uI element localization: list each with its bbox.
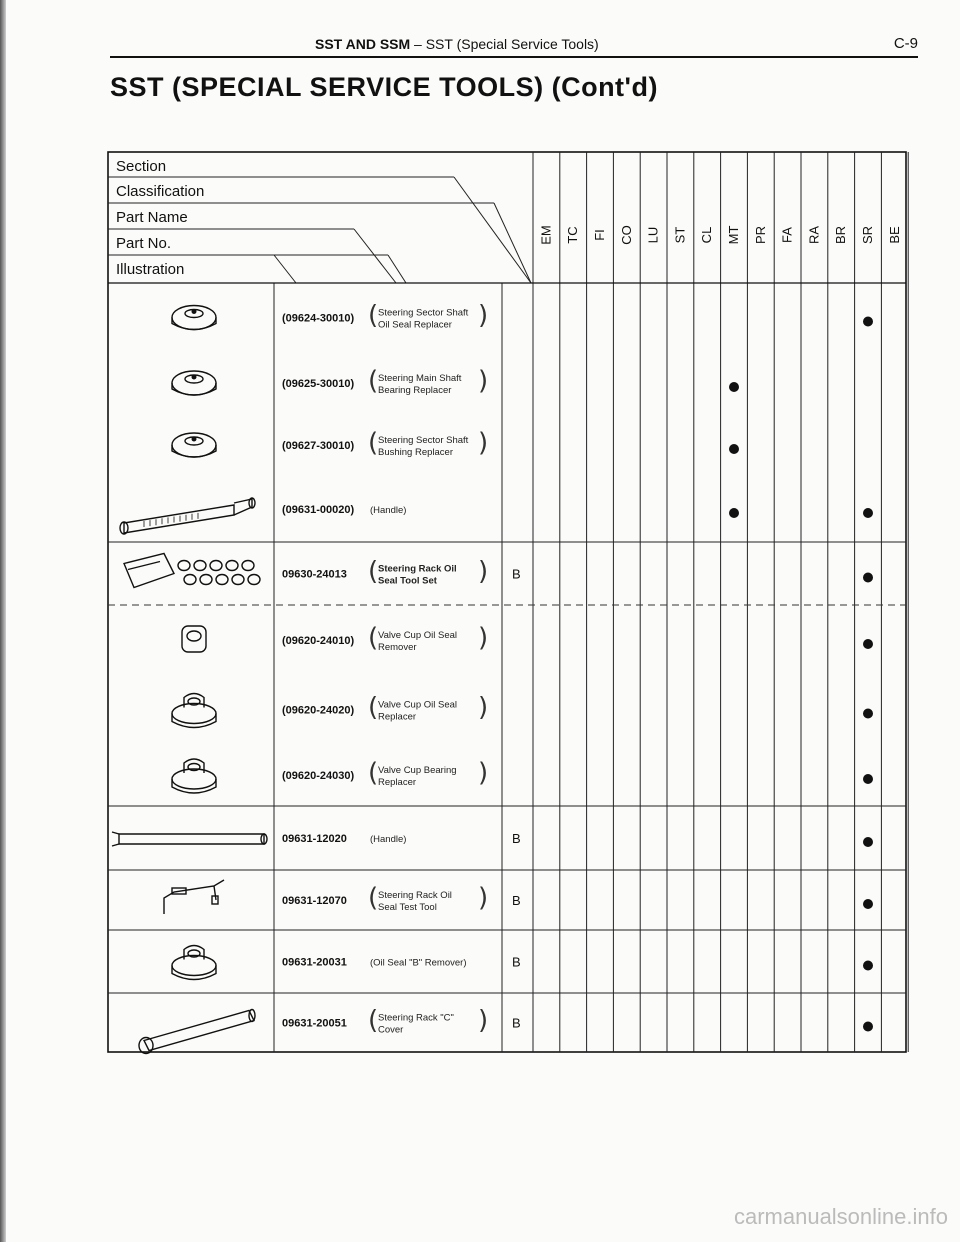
- header-diagonal: [274, 255, 296, 283]
- column-header-fa: FA: [779, 227, 795, 243]
- classification: B: [512, 1015, 521, 1031]
- part-name-line: Steering Sector Shaft: [378, 435, 469, 446]
- running-title-bold: SST AND SSM: [315, 36, 411, 52]
- classification: B: [512, 831, 521, 846]
- column-header-fi: FI: [592, 229, 607, 241]
- table-row: [172, 366, 739, 396]
- part-name-line: Remover: [378, 642, 417, 653]
- header-label-part-no-: Part No.: [116, 235, 172, 252]
- application-dot-sr: [863, 837, 873, 847]
- table-row: [172, 301, 873, 331]
- column-header-sr: SR: [860, 225, 875, 245]
- table-row: [108, 498, 906, 542]
- part-number: 09631-20051: [282, 1017, 347, 1030]
- seal-b-remover-icon: [172, 946, 216, 980]
- application-dot-sr: [863, 774, 873, 784]
- paren-right: ): [478, 883, 489, 913]
- header-diagonal: [454, 177, 531, 283]
- part-name-line: Cover: [378, 1024, 404, 1036]
- test-tool-icon: [164, 880, 224, 914]
- paren-left: (: [368, 366, 379, 396]
- bushing-replacer-icon: [172, 433, 216, 457]
- header-label-section: Section: [116, 158, 167, 175]
- table-row: [108, 758, 906, 806]
- valve-cup-replacer-icon: [172, 694, 216, 728]
- header-label-illustration: Illustration: [116, 261, 185, 278]
- running-title-rest: – SST (Special Service Tools): [414, 36, 599, 52]
- long-handle-icon: [112, 832, 267, 846]
- header-label-classification: Classification: [116, 183, 205, 200]
- table-header: [108, 158, 906, 283]
- page-title: SST (SPECIAL SERVICE TOOLS) (Cont'd): [110, 72, 658, 102]
- column-header-em: EM: [538, 225, 554, 245]
- table-row: [108, 554, 906, 606]
- table-frame: [108, 152, 906, 1052]
- paren-right: ): [478, 556, 489, 587]
- part-name-line: Oil Seal Replacer: [378, 319, 452, 331]
- table-body: [108, 301, 906, 1054]
- part-number: 09631-12070: [282, 895, 347, 907]
- column-header-cl: CL: [699, 226, 715, 244]
- paren-left: (: [368, 428, 379, 458]
- part-number: (09620-24020): [282, 704, 355, 717]
- running-title: [315, 36, 599, 52]
- watermark: carmanualsonline.info: [733, 1204, 948, 1229]
- paren-right: ): [478, 758, 489, 788]
- table-row: [172, 428, 739, 458]
- page-binding-shadow: [0, 0, 6, 1242]
- paren-left: (: [368, 623, 379, 653]
- paren-left: (: [368, 692, 379, 723]
- application-dot-sr: [863, 317, 873, 327]
- part-number: (09631-00020): [282, 504, 355, 516]
- classification: B: [512, 954, 521, 970]
- seal-replacer-icon: [172, 306, 216, 330]
- part-number: 09630-24013: [282, 568, 347, 581]
- table-row: [139, 1006, 873, 1054]
- header-diagonal: [388, 255, 406, 283]
- application-dot-sr: [863, 961, 873, 971]
- application-dot-sr: [863, 639, 873, 649]
- table-grid: [108, 152, 908, 1052]
- paren-left: (: [368, 883, 379, 913]
- tool-set-icon: [124, 554, 260, 588]
- application-dot-sr: [863, 573, 873, 583]
- column-header-st: ST: [672, 226, 688, 244]
- paren-right: ): [478, 428, 489, 458]
- application-dot-mt: [729, 382, 739, 392]
- part-number: (09627-30010): [282, 440, 355, 452]
- part-number: (09620-24010): [282, 635, 355, 647]
- column-header-be: BE: [886, 226, 902, 244]
- column-header-pr: PR: [752, 225, 768, 245]
- classification: B: [512, 566, 521, 582]
- application-dot-sr: [863, 508, 873, 518]
- part-name-line: Valve Cup Oil Seal: [378, 699, 458, 711]
- part-name-line: Valve Cup Oil Seal: [378, 630, 458, 641]
- part-name-line: Replacer: [378, 777, 417, 788]
- classification: B: [512, 893, 521, 908]
- page-number: C-9: [893, 35, 918, 52]
- part-name-line: Steering Main Shaft: [378, 373, 462, 384]
- paren-right: ): [478, 366, 489, 396]
- part-name-line: Steering Rack Oil: [378, 890, 452, 901]
- paren-left: (: [368, 300, 379, 331]
- part-number: (09624-30010): [282, 312, 355, 325]
- application-dot-sr: [863, 1022, 873, 1032]
- column-header-co: CO: [618, 225, 634, 245]
- sst-table: [106, 150, 926, 1090]
- part-name-line: Steering Rack Oil: [378, 563, 457, 575]
- part-name: (Oil Seal "B" Remover): [370, 957, 467, 969]
- column-header-mt: MT: [726, 225, 741, 245]
- rack-cover-icon: [139, 1010, 255, 1054]
- part-name-line: Bearing Replacer: [378, 385, 452, 396]
- part-number: (09625-30010): [282, 378, 355, 390]
- paren-left: (: [368, 758, 379, 788]
- part-name-line: Seal Tool Set: [378, 575, 437, 587]
- handle-icon: [120, 498, 255, 534]
- part-number: (09620-24030): [282, 770, 355, 782]
- paren-left: (: [368, 556, 379, 587]
- application-dot-sr: [863, 709, 873, 719]
- part-name-line: Replacer: [378, 711, 417, 723]
- column-header-ra: RA: [806, 225, 822, 245]
- paren-right: ): [478, 300, 489, 331]
- part-number: 09631-12020: [282, 833, 347, 845]
- column-header-lu: LU: [645, 226, 661, 244]
- part-name-line: Seal Test Tool: [378, 902, 437, 913]
- bearing-replacer-icon: [172, 371, 216, 395]
- table-row: [182, 623, 873, 653]
- table-row: [108, 831, 906, 870]
- header-diagonal: [494, 203, 531, 283]
- table-row: [172, 693, 873, 728]
- seal-remover-icon: [182, 626, 206, 652]
- part-name: (Handle): [370, 505, 407, 516]
- paren-right: ): [478, 623, 489, 653]
- column-header-br: BR: [833, 225, 849, 245]
- application-dot-sr: [863, 899, 873, 909]
- header-label-part-name: Part Name: [116, 209, 188, 226]
- table-row: [108, 946, 906, 994]
- valve-cup-bearing-icon: [172, 759, 216, 793]
- paren-left: (: [368, 1005, 379, 1036]
- paren-right: ): [478, 1005, 489, 1036]
- part-name-line: Bushing Replacer: [378, 447, 453, 458]
- header-diagonal: [354, 229, 396, 283]
- column-header-tc: TC: [565, 226, 581, 244]
- application-dot-mt: [729, 508, 739, 518]
- running-header: [110, 34, 918, 58]
- part-number: 09631-20031: [282, 956, 347, 969]
- part-name-line: Steering Sector Shaft: [378, 307, 469, 319]
- part-name: (Handle): [370, 834, 407, 845]
- paren-right: ): [478, 692, 489, 723]
- application-dot-mt: [729, 444, 739, 454]
- part-name-line: Steering Rack "C": [378, 1012, 454, 1024]
- table-row: [108, 880, 906, 930]
- part-name-line: Valve Cup Bearing: [378, 765, 457, 776]
